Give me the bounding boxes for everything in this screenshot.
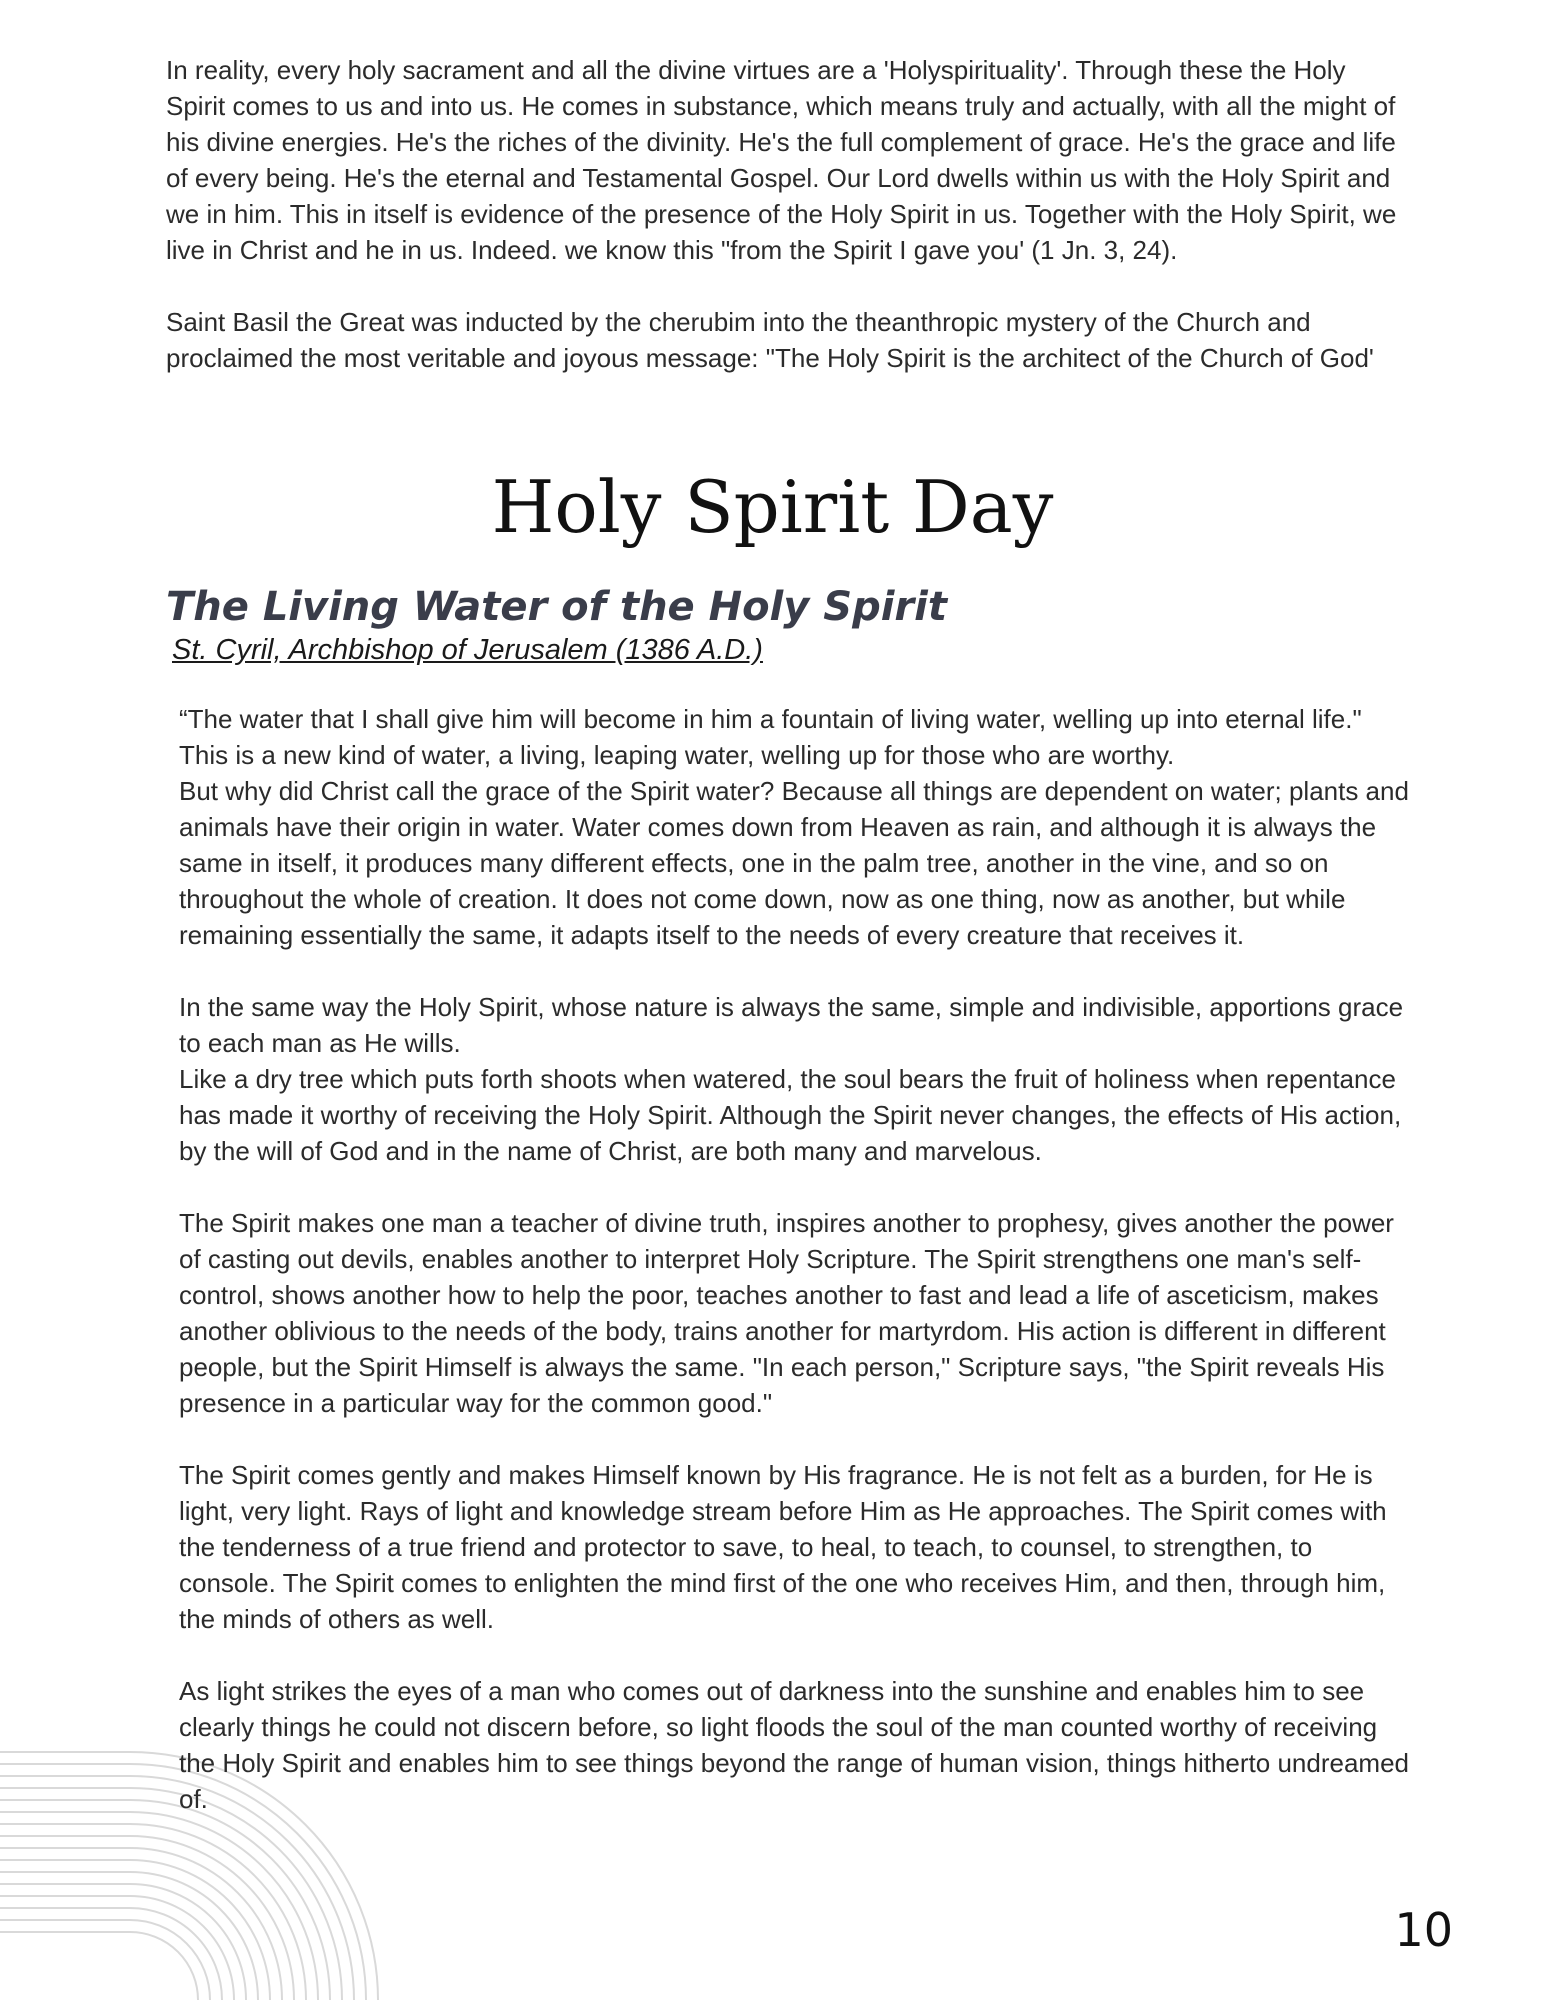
page-title: Holy Spirit Day	[491, 465, 1054, 549]
article-paragraph: The Spirit makes one man a teacher of divine truth, inspires another to prophesy, gives another the power of casting out devils, enables another to interpret Holy Scripture. The Spirit strengthens one man's self-control, shows another how to help the poor, teaches another to fast and lead a life of asceticism, makes another oblivious to the needs of the body, trains another for martyrdom. His action is different in different people, but the Spirit Himself is always the same. "In each person," Scripture says, "the Spirit reveals His presence in a particular way for the common good."	[179, 1208, 1394, 1418]
section-title: The Living Water of the Holy Spirit	[166, 584, 947, 630]
article-paragraph: Like a dry tree which puts forth shoots when watered, the soul bears the fruit of holiness when repentance has made it worthy of receiving the Holy Spirit. Although the Spirit never changes, the effects of His action, by the will of God and in the name of Christ, are both many and marvelous.	[179, 1064, 1402, 1166]
article-paragraph: “The water that I shall give him will become in him a fountain of living water, welling up into eternal life." This is a new kind of water, a living, leaping water, welling up for those who are worthy.	[179, 704, 1362, 770]
article-paragraph: The Spirit comes gently and makes Himself known by His fragrance. He is not felt as a burden, for He is light, very light. Rays of light and knowledge stream before Him as He approaches. The Spirit comes with the tenderness of a true friend and protector to save, to heal, to teach, to counsel, to strengthen, to console. The Spirit comes to enlighten the mind first of the one who receives Him, and then, through him, the minds of others as well.	[179, 1460, 1387, 1634]
article-paragraph: As light strikes the eyes of a man who comes out of darkness into the sunshine and enables him to see clearly things he could not discern before, so light floods the soul of the man counted worthy of receiving the Holy Spirit and enables him to see things beyond the range of human vision, things hitherto undreamed of.	[179, 1676, 1409, 1814]
article-paragraph: In the same way the Holy Spirit, whose nature is always the same, simple and indivisible, apportions grace to each man as He wills.	[179, 992, 1404, 1058]
author-byline: St. Cyril, Archbishop of Jerusalem (1386 A.D.)	[172, 634, 763, 666]
intro-paragraph: Saint Basil the Great was inducted by the cherubim into the theanthropic mystery of the Church and proclaimed the most veritable and joyous message: "The Holy Spirit is the architect of the Church of God'	[166, 307, 1374, 373]
intro-text	[166, 52, 1406, 376]
article-paragraph: But why did Christ call the grace of the Spirit water? Because all things are dependent on water; plants and animals have their origin in water. Water comes down from Heaven as rain, and although it is always the same in itself, it produces many different effects, one in the palm tree, another in the vine, and so on throughout the whole of creation. It does not come down, now as one thing, now as another, but while remaining essentially the same, it adapts itself to the needs of every creature that receives it.	[179, 776, 1409, 950]
page-number: 10	[1394, 1903, 1453, 1957]
article-body	[179, 701, 1409, 1817]
intro-paragraph: In reality, every holy sacrament and all the divine virtues are a 'Holyspirituality'. Through these the Holy Spirit comes to us and into us. He comes in substance, which means truly and actually, with all the might of his divine energies. He's the riches of the divinity. He's the full complement of grace. He's the grace and life of every being. He's the eternal and Testamental Gospel. Our Lord dwells within us with the Holy Spirit and we in him. This in itself is evidence of the presence of the Holy Spirit in us. Together with the Holy Spirit, we live in Christ and he in us. Indeed. we know this "from the Spirit I gave you' (1 Jn. 3, 24).	[166, 55, 1397, 265]
